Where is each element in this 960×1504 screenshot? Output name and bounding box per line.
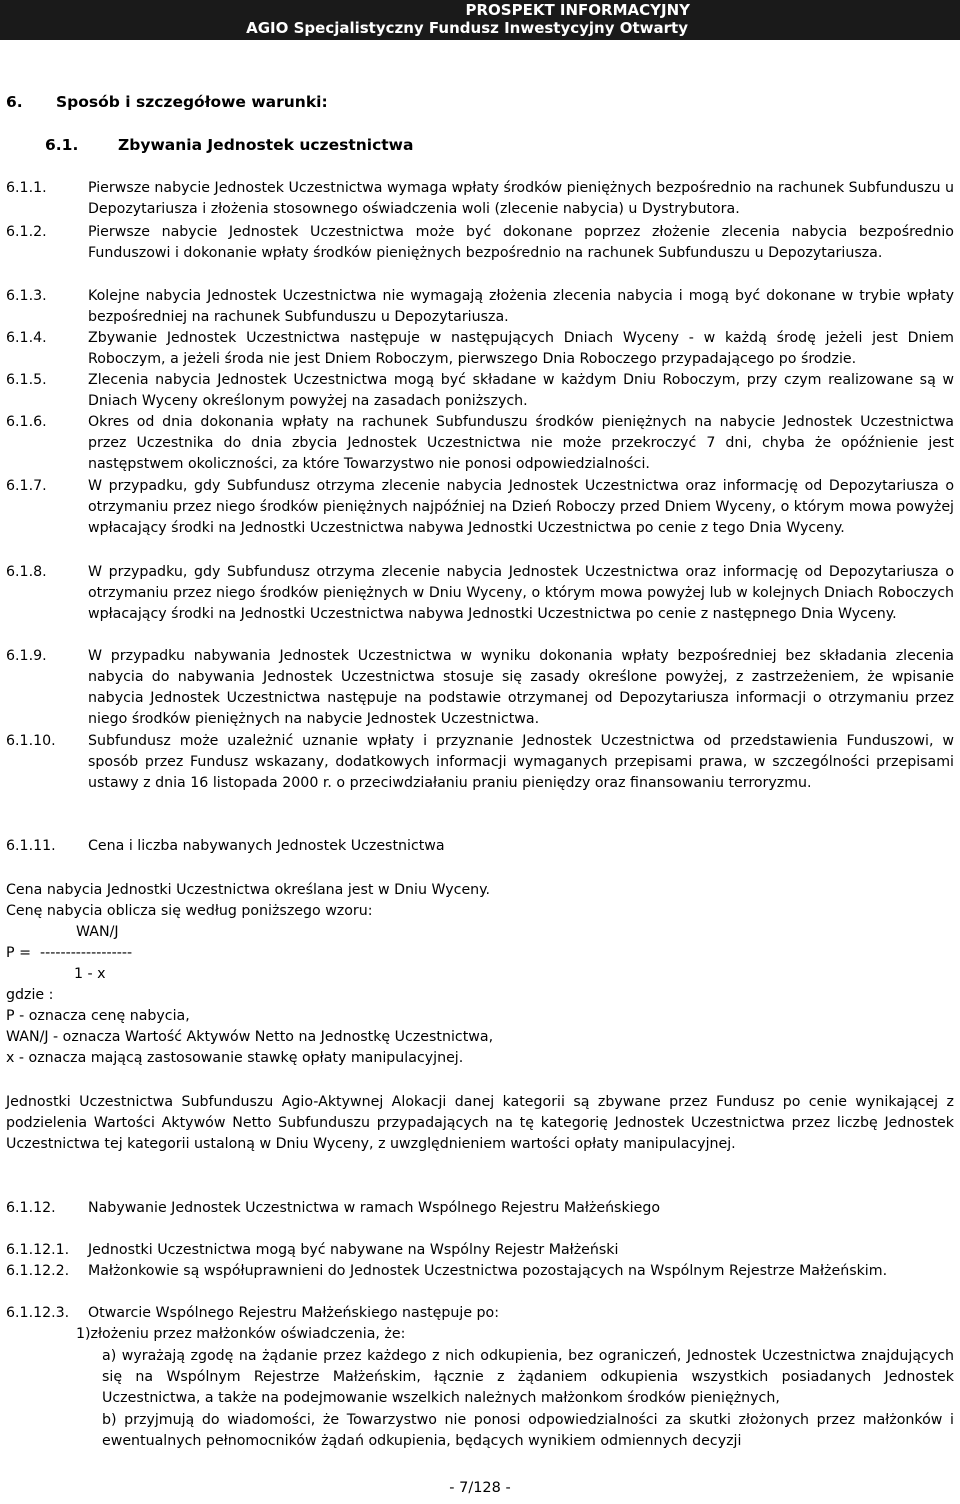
list-item [6,476,954,539]
item-number: 6.1.5. [6,372,47,388]
formula-definition: WAN/J - oznacza Wartość Aktywów Netto na Jednostkę Uczestnictwa, [6,1029,494,1045]
item-text: Subfundusz może uzależnić uznanie wpłaty i przyznanie Jednostek Uczestnictwa od przedstawienia Funduszowi, w sposób przez Fundusz wskazany, dodatkowych informacji wymaganych przepisami prawa, w szczególności przepisami ustawy z dnia 16 listopada 2000 r. o przeciwdziałaniu praniu pieniędzy oraz finansowaniu terroryzmu. [88,733,954,791]
item-text: Kolejne nabycia Jednostek Uczestnictwa nie wymagają złożenia zlecenia nabycia i mogą być dokonane w trybie wpłaty bezpośredniej na rachunek Subfunduszu u Depozytariusza. [88,288,954,325]
item-text: Okres od dnia dokonania wpłaty na rachunek Subfunduszu środków pieniężnych na nabycie Jednostek Uczestnictwa przez Uczestnika do dnia zbycia Jednostek Uczestnictwa nie może przekroczyć 7 dni, chyba że opóźnienie jest następstwem okoliczności, za które Towarzystwo nie ponosi odpowiedzialności. [88,414,954,472]
item-number: 6.1.3. [6,288,47,304]
formula-fraction: P = ------------------ [6,945,133,961]
list-item [6,562,954,625]
item-text: Pierwsze nabycie Jednostek Uczestnictwa może być dokonane poprzez złożenie zlecenia nabycia bezpośrednio Funduszowi i dokonanie wpłaty środków pieniężnych bezpośrednio na rachunek Subfunduszu u Depozytariusza. [88,224,954,261]
header-title: PROSPEKT INFORMACYJNY [465,1,690,19]
item-number: 6.1.4. [6,330,47,346]
item-text: Małżonkowie są współuprawnieni do Jednostek Uczestnictwa pozostających na Wspólnym Rejestrze Małżeńskim. [88,1263,888,1279]
point-b: b) przyjmują do wiadomości, że Towarzystwo nie ponosi odpowiedzialności za skutki złożonych przez małżonków i ewentualnych pełnomocników żądań odkupienia, będących wynikiem odmiennych decyzji [102,1412,954,1449]
page-number: - 7/128 - [449,1480,511,1496]
formula-numerator: WAN/J [76,924,119,940]
list-item [6,222,954,264]
point-1: 1)złożeniu przez małżonków oświadczenia, że: [76,1326,406,1342]
item-text: Nabywanie Jednostek Uczestnictwa w ramach Wspólnego Rejestru Małżeńskiego [88,1200,661,1216]
subsection-number: 6.1. [45,136,79,154]
page-header [0,0,960,40]
item-number: 6.1.11. [6,838,56,854]
item-number: 6.1.8. [6,564,47,580]
item-text: W przypadku nabywania Jednostek Uczestnictwa w wyniku dokonania wpłaty bezpośredniej bez składania zlecenia nabycia do nabywania Jednostek Uczestnictwa stosuje się zasady określone powyżej, z zastrzeżeniem, że wpisanie nabycia Jednostek Uczestnictwa następuje na podstawie otrzymanej od Depozytariusza informacji o otrzymaniu przez niego środków pieniężnych na nabycie Jednostek Uczestnictwa. [88,648,954,727]
section-number: 6. [6,93,23,111]
formula-definition: P - oznacza cenę nabycia, [6,1008,190,1024]
list-item [6,731,954,794]
item-text: Zbywanie Jednostek Uczestnictwa następuje w następujących Dniach Wyceny - w każdą środę jeżeli jest Dniem Roboczym, a jeżeli środa nie jest Dniem Roboczym, pierwszego Dnia Roboczego przypadającego po środzie. [88,330,954,367]
formula-denominator: 1 - x [74,966,106,982]
item-number: 6.1.12.2. [6,1263,70,1279]
point-a: a) wyrażają zgodę na żądanie przez każdego z nich odkupienia, bez ograniczeń, Jednostek Uczestnictwa znajdujących się na Wspólnym Rejestrze Małżeńskim, łącznie z żądaniem odkupienia wszystkich posiadanych Jednostek Uczestnictwa, a także na podejmowanie wszelkich należnych małżonkom środków pieniężnych, [102,1348,954,1406]
header-subtitle: AGIO Specjalistyczny Fundusz Inwestycyjny Otwarty [246,19,688,37]
section-title: Sposób i szczegółowe warunki: [56,93,328,111]
list-item [6,1303,954,1324]
list-item [6,1198,661,1219]
item-text: Jednostki Uczestnictwa mogą być nabywane na Wspólny Rejestr Małżeński [88,1242,619,1258]
list-item [6,1261,954,1282]
subsection-title: Zbywania Jednostek uczestnictwa [118,136,414,154]
item-text: Cena i liczba nabywanych Jednostek Uczestnictwa [88,838,445,854]
body-paragraph: Jednostki Uczestnictwa Subfunduszu Agio-Aktywnej Alokacji danej kategorii są zbywane przez Fundusz po cenie wynikającej z podzielenia Wartości Aktywów Netto Subfunduszu przypadających na tę kategorię Jednostek Uczestnictwa przez liczbę Jednostek Uczestnictwa tej kategorii ustaloną w Dniu Wyceny, z uwzględnieniem wartości opłaty manipulacyjnej. [6,1094,954,1152]
list-item [6,328,954,370]
list-item [6,412,954,475]
item-text: Pierwsze nabycie Jednostek Uczestnictwa wymaga wpłaty środków pieniężnych bezpośrednio na rachunek Subfunduszu u Depozytariusza i złożenia stosownego oświadczenia woli (zlecenie nabycia) u Dystrybutora. [88,180,954,217]
item-number: 6.1.2. [6,224,47,240]
list-item [6,646,954,730]
formula-where: gdzie : [6,987,54,1003]
item-number: 6.1.12.3. [6,1305,70,1321]
item-number: 6.1.10. [6,733,56,749]
list-item [6,370,954,412]
item-number: 6.1.1. [6,180,47,196]
formula-definition: x - oznacza mającą zastosowanie stawkę opłaty manipulacyjnej. [6,1050,464,1066]
item-text: Otwarcie Wspólnego Rejestru Małżeńskiego następuje po: [88,1305,500,1321]
item-text: W przypadku, gdy Subfundusz otrzyma zlecenie nabycia Jednostek Uczestnictwa oraz informację od Depozytariusza o otrzymaniu przez niego środków pieniężnych najpóźniej na Dzień Roboczy przed Dniem Wyceny, o którym mowa powyżej wpłacający środki na Jednostki Uczestnictwa nabywa Jednostki Uczestnictwa po cenie z tego Dnia Wyceny. [88,478,954,536]
list-item [6,836,445,857]
list-item [6,1240,954,1261]
formula-intro: Cena nabycia Jednostki Uczestnictwa określana jest w Dniu Wyceny. [6,882,491,898]
list-item [6,178,954,220]
item-number: 6.1.12. [6,1200,56,1216]
item-number: 6.1.7. [6,478,47,494]
item-number: 6.1.6. [6,414,47,430]
item-text: Zlecenia nabycia Jednostek Uczestnictwa mogą być składane w każdym Dniu Roboczym, przy czym realizowane są w Dniach Wyceny określonym powyżej na zasadach poniższych. [88,372,954,409]
item-text: W przypadku, gdy Subfundusz otrzyma zlecenie nabycia Jednostek Uczestnictwa oraz informację od Depozytariusza o otrzymaniu przez niego środków pieniężnych w Dniu Wyceny, o którym mowa powyżej lub w kolejnych Dniach Roboczych wpłacający środki na Jednostki Uczestnictwa nabywa Jednostki Uczestnictwa po cenie z następnego Dnia Wyceny. [88,564,954,622]
item-number: 6.1.12.1. [6,1242,70,1258]
item-number: 6.1.9. [6,648,47,664]
list-item [6,286,954,328]
formula-intro: Cenę nabycia oblicza się według poniższego wzoru: [6,903,373,919]
